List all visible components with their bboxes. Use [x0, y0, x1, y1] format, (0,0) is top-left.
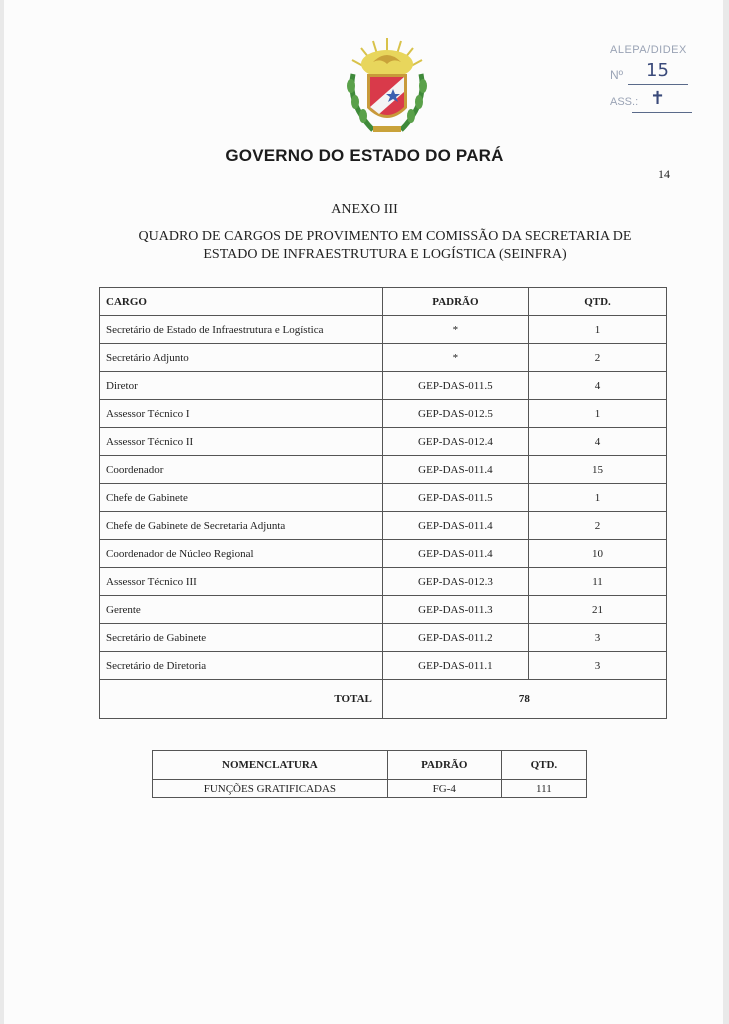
cell-qtd: 1 — [528, 400, 666, 428]
cell-qtd: 3 — [528, 652, 666, 680]
table-row — [100, 596, 667, 624]
table-header-row — [100, 288, 667, 316]
stamp-sign-label: ASS.: — [610, 96, 639, 108]
page-number: 14 — [658, 167, 670, 181]
cell-cargo: Chefe de Gabinete — [100, 484, 383, 512]
subtitle-line-2: ESTADO DE INFRAESTRUTURA E LOGÍSTICA (SEINFRA) — [203, 247, 567, 262]
annex-title: ANEXO III — [331, 202, 398, 217]
funcoes-table — [152, 750, 587, 798]
coat-of-arms-emblem — [343, 34, 431, 140]
cell-qtd: 21 — [528, 596, 666, 624]
cell-padrao: GEP-DAS-011.4 — [382, 512, 528, 540]
cell-qtd: 111 — [501, 780, 586, 798]
table-header-row — [153, 751, 587, 780]
stamp-sign-value: ✝ — [650, 88, 666, 109]
cell-qtd: 4 — [528, 428, 666, 456]
cell-cargo: Secretário Adjunto — [100, 344, 383, 372]
cell-qtd: 2 — [528, 512, 666, 540]
header-padrao: PADRÃO — [387, 751, 501, 780]
stamp-label: ALEPA/DIDEX — [610, 44, 687, 56]
cell-padrao: GEP-DAS-011.5 — [382, 372, 528, 400]
cell-cargo: Coordenador de Núcleo Regional — [100, 540, 383, 568]
cell-cargo: Secretário de Estado de Infraestrutura e Logística — [100, 316, 383, 344]
header-padrao: PADRÃO — [382, 288, 528, 316]
table-row — [100, 484, 667, 512]
table-row — [100, 652, 667, 680]
cell-padrao: GEP-DAS-012.5 — [382, 400, 528, 428]
cell-padrao: GEP-DAS-012.4 — [382, 428, 528, 456]
cargos-table — [99, 287, 667, 719]
protocol-stamp — [606, 40, 696, 120]
total-value: 78 — [382, 680, 666, 719]
cell-nomenclatura: FUNÇÕES GRATIFICADAS — [153, 780, 388, 798]
stamp-number-value: 15 — [646, 60, 669, 81]
cell-padrao: GEP-DAS-011.3 — [382, 596, 528, 624]
table-row — [100, 316, 667, 344]
cell-qtd: 10 — [528, 540, 666, 568]
document-subtitle — [100, 228, 670, 264]
cell-qtd: 11 — [528, 568, 666, 596]
header-qtd: QTD. — [528, 288, 666, 316]
stamp-number-label: Nº — [610, 68, 624, 82]
table-row — [100, 512, 667, 540]
table-row — [153, 780, 587, 798]
cell-cargo: Assessor Técnico I — [100, 400, 383, 428]
cell-padrao: GEP-DAS-011.1 — [382, 652, 528, 680]
cell-padrao: GEP-DAS-011.2 — [382, 624, 528, 652]
cell-padrao: GEP-DAS-011.4 — [382, 456, 528, 484]
cell-padrao: * — [382, 316, 528, 344]
cell-cargo: Diretor — [100, 372, 383, 400]
cell-cargo: Assessor Técnico II — [100, 428, 383, 456]
table-row — [100, 540, 667, 568]
cell-padrao: FG-4 — [387, 780, 501, 798]
total-row — [100, 680, 667, 719]
table-row — [100, 344, 667, 372]
cell-qtd: 3 — [528, 624, 666, 652]
cell-cargo: Coordenador — [100, 456, 383, 484]
header-qtd: QTD. — [501, 751, 586, 780]
cell-padrao: GEP-DAS-011.4 — [382, 540, 528, 568]
cell-cargo: Secretário de Diretoria — [100, 652, 383, 680]
government-title: GOVERNO DO ESTADO DO PARÁ — [225, 146, 504, 165]
table-row — [100, 372, 667, 400]
cell-qtd: 2 — [528, 344, 666, 372]
cell-qtd: 4 — [528, 372, 666, 400]
cell-padrao: GEP-DAS-011.5 — [382, 484, 528, 512]
cell-padrao: * — [382, 344, 528, 372]
cell-cargo: Secretário de Gabinete — [100, 624, 383, 652]
table-row — [100, 568, 667, 596]
table-row — [100, 456, 667, 484]
header-cargo: CARGO — [100, 288, 383, 316]
cell-qtd: 1 — [528, 316, 666, 344]
header-nomenclatura: NOMENCLATURA — [153, 751, 388, 780]
cell-cargo: Gerente — [100, 596, 383, 624]
subtitle-line-1: QUADRO DE CARGOS DE PROVIMENTO EM COMISSÃO DA SECRETARIA DE — [138, 229, 632, 244]
table-row — [100, 624, 667, 652]
cell-padrao: GEP-DAS-012.3 — [382, 568, 528, 596]
cell-qtd: 15 — [528, 456, 666, 484]
total-label: TOTAL — [100, 680, 383, 719]
cell-qtd: 1 — [528, 484, 666, 512]
cell-cargo: Chefe de Gabinete de Secretaria Adjunta — [100, 512, 383, 540]
table-row — [100, 428, 667, 456]
table-row — [100, 400, 667, 428]
cell-cargo: Assessor Técnico III — [100, 568, 383, 596]
